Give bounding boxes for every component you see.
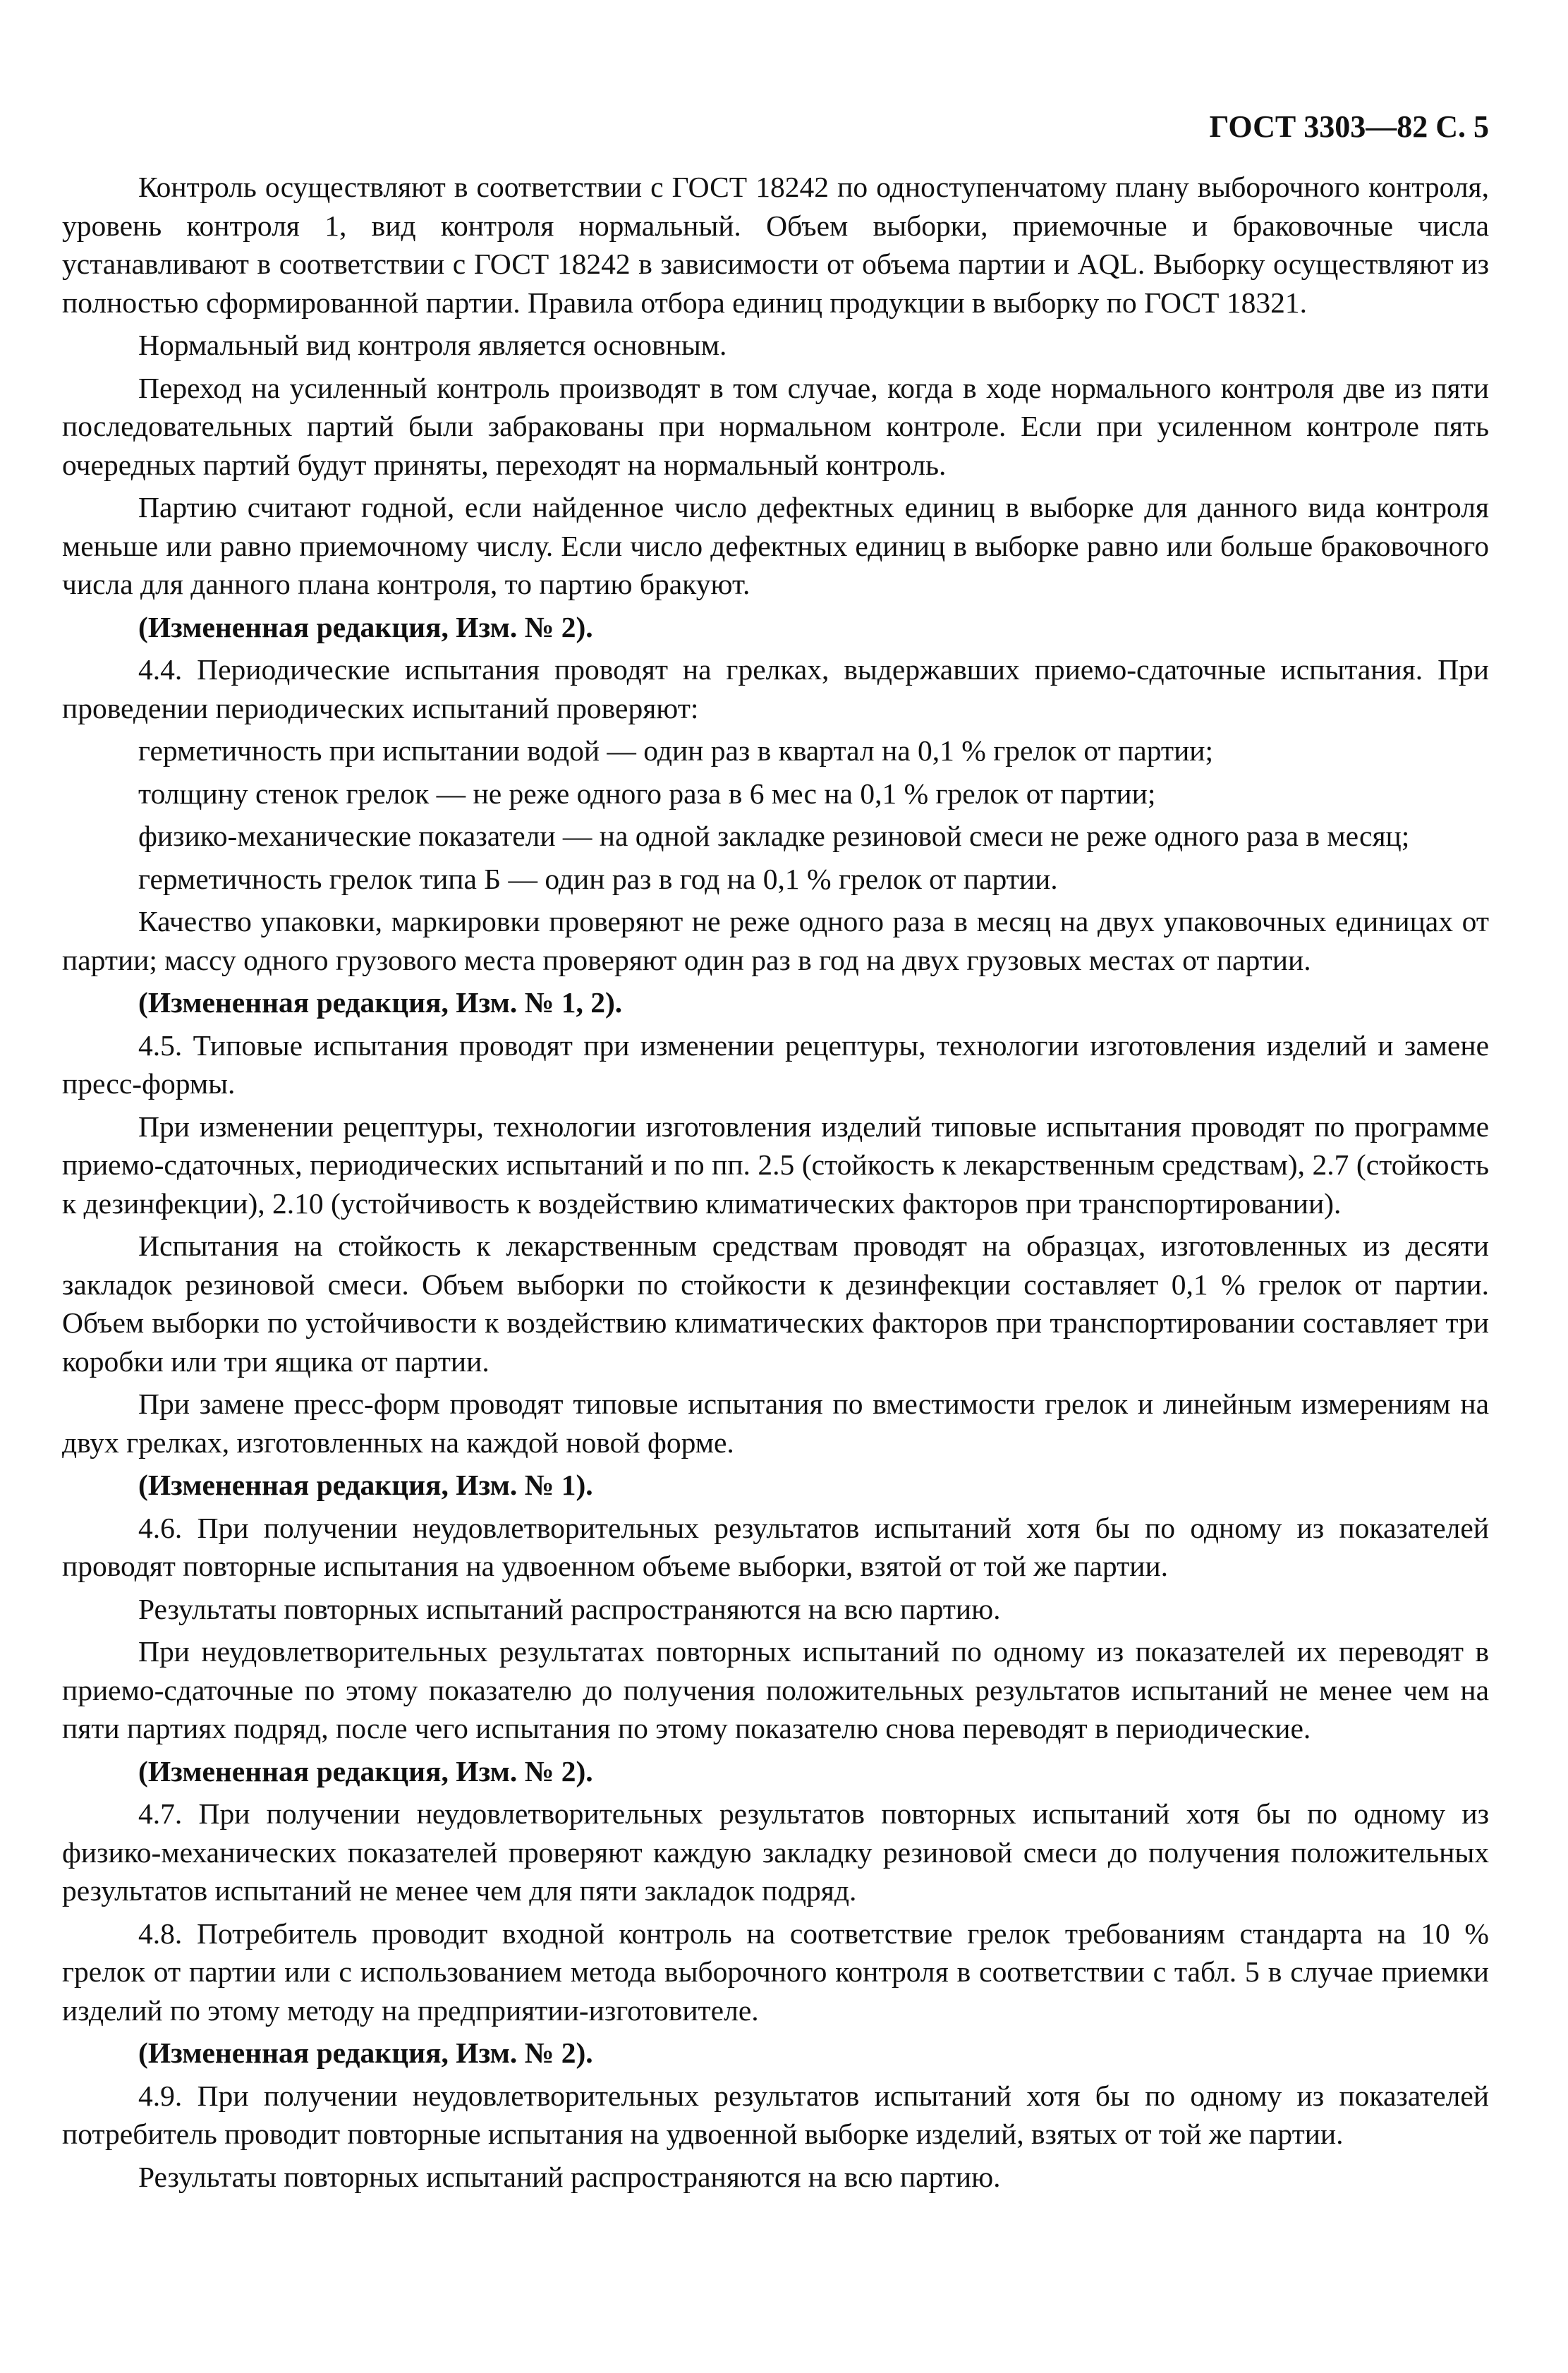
paragraph: Нормальный вид контроля является основным. — [138, 329, 727, 361]
paragraph: При замене пресс-форм проводят типовые испытания по вместимости грелок и линейным измерениям на двух грелках, изготовленных на каждой новой форме. — [62, 1388, 1489, 1459]
paragraph: При неудовлетворительных результатах повторных испытаний по одному из показателей их переводят в приемо-сдаточные по этому показателю до получения положительных результатов испытаний не менее чем на пяти партиях подряд, после чего испытания по этому показателю снова переводят в периодические. — [62, 1635, 1489, 1744]
document-page — [62, 106, 1489, 2200]
amendment-note: (Измененная редакция, Изм. № 2). — [138, 1754, 593, 1788]
paragraph: 4.7. При получении неудовлетворительных результатов повторных испытаний хотя бы по одному из физико-механических показателей проверяют каждую закладку резиновой смеси до получения положительных результатов испытаний не менее чем для пяти закладок подряд. — [62, 1797, 1489, 1907]
paragraph: 4.6. При получении неудовлетворительных результатов испытаний хотя бы по одному из показателей проводят повторные испытания на удвоенном объеме выборки, взятой от той же партии. — [62, 1511, 1489, 1582]
amendment-note: (Измененная редакция, Изм. № 1). — [138, 1469, 593, 1501]
document-body — [62, 168, 1489, 2196]
paragraph: 4.4. Периодические испытания проводят на грелках, выдержавших приемо-сдаточные испытания. При проведении периодических испытаний проверяют: — [62, 653, 1489, 724]
paragraph: Качество упаковки, маркировки проверяют не реже одного раза в месяц на двух упаковочных единицах от партии; массу одного грузового места проверяют один раз в год на двух грузовых местах от партии. — [62, 905, 1489, 976]
page-header: ГОСТ 3303—82 С. 5 — [1209, 109, 1489, 144]
paragraph: При изменении рецептуры, технологии изготовления изделий типовые испытания проводят по программе приемо-сдаточных, периодических испытаний и по пп. 2.5 (стойкость к лекарственным средствам), 2.7 (стойкость к дезинфекции), 2.10 (устойчивость к воздействию климатических факторов при транспортировании). — [62, 1110, 1489, 1220]
paragraph: герметичность грелок типа Б — один раз в год на 0,1 % грелок от партии. — [138, 862, 1058, 895]
paragraph: 4.5. Типовые испытания проводят при изменении рецептуры, технологии изготовления изделий и замене пресс-формы. — [62, 1028, 1489, 1100]
paragraph: Результаты повторных испытаний распространяются на всю партию. — [138, 1592, 1001, 1625]
paragraph: толщину стенок грелок — не реже одного раза в 6 мес на 0,1 % грелок от партии; — [138, 777, 1156, 810]
paragraph: Переход на усиленный контроль производят в том случае, когда в ходе нормального контроля две из пяти последовательных партий были забракованы при нормальном контроле. Если при усиленном контроле пять очередных партий будут приняты, переходят на нормальный контроль. — [62, 371, 1489, 481]
amendment-note: (Измененная редакция, Изм. № 2). — [138, 610, 593, 643]
paragraph: 4.9. При получении неудовлетворительных результатов испытаний хотя бы по одному из показателей потребитель проводит повторные испытания на удвоенной выборке изделий, взятых от той же партии. — [62, 2079, 1489, 2150]
paragraph: Результаты повторных испытаний распространяются на всю партию. — [138, 2160, 1001, 2193]
paragraph: Контроль осуществляют в соответствии с ГОСТ 18242 по одноступенчатому плану выборочного контроля, уровень контроля 1, вид контроля нормальный. Объем выборки, приемочные и браковочные числа устанавливают в соответствии с ГОСТ 18242 в зависимости от объема партии и AQL. Выборку осуществляют из полностью сформированной партии. Правила отбора единиц продукции в выборку по ГОСТ 18321. — [62, 171, 1489, 319]
paragraph: герметичность при испытании водой — один раз в квартал на 0,1 % грелок от партии; — [138, 734, 1214, 767]
paragraph: Испытания на стойкость к лекарственным средствам проводят на образцах, изготовленных из десяти закладок резиновой смеси. Объем выборки по стойкости к дезинфекции составляет 0,1 % грелок от партии. Объем выборки по устойчивости к воздействию климатических факторов при транспортировании составляет три коробки или три ящика от партии. — [62, 1230, 1489, 1378]
amendment-note: (Измененная редакция, Изм. № 1, 2). — [138, 986, 623, 1019]
amendment-note: (Измененная редакция, Изм. № 2). — [138, 2037, 593, 2069]
paragraph: 4.8. Потребитель проводит входной контроль на соответствие грелок требованиям стандарта на 10 % грелок от партии или с использованием метода выборочного контроля в соответствии с табл. 5 в случае приемки изделий по этому методу на предприятии-изготовителе. — [62, 1917, 1489, 2027]
paragraph: физико-механические показатели — на одной закладке резиновой смеси не реже одного раза в месяц; — [138, 820, 1410, 852]
paragraph: Партию считают годной, если найденное число дефектных единиц в выборке для данного вида контроля меньше или равно приемочному числу. Если число дефектных единиц в выборке равно или больше браковочного числа для данного плана контроля, то партию бракуют. — [62, 491, 1489, 600]
